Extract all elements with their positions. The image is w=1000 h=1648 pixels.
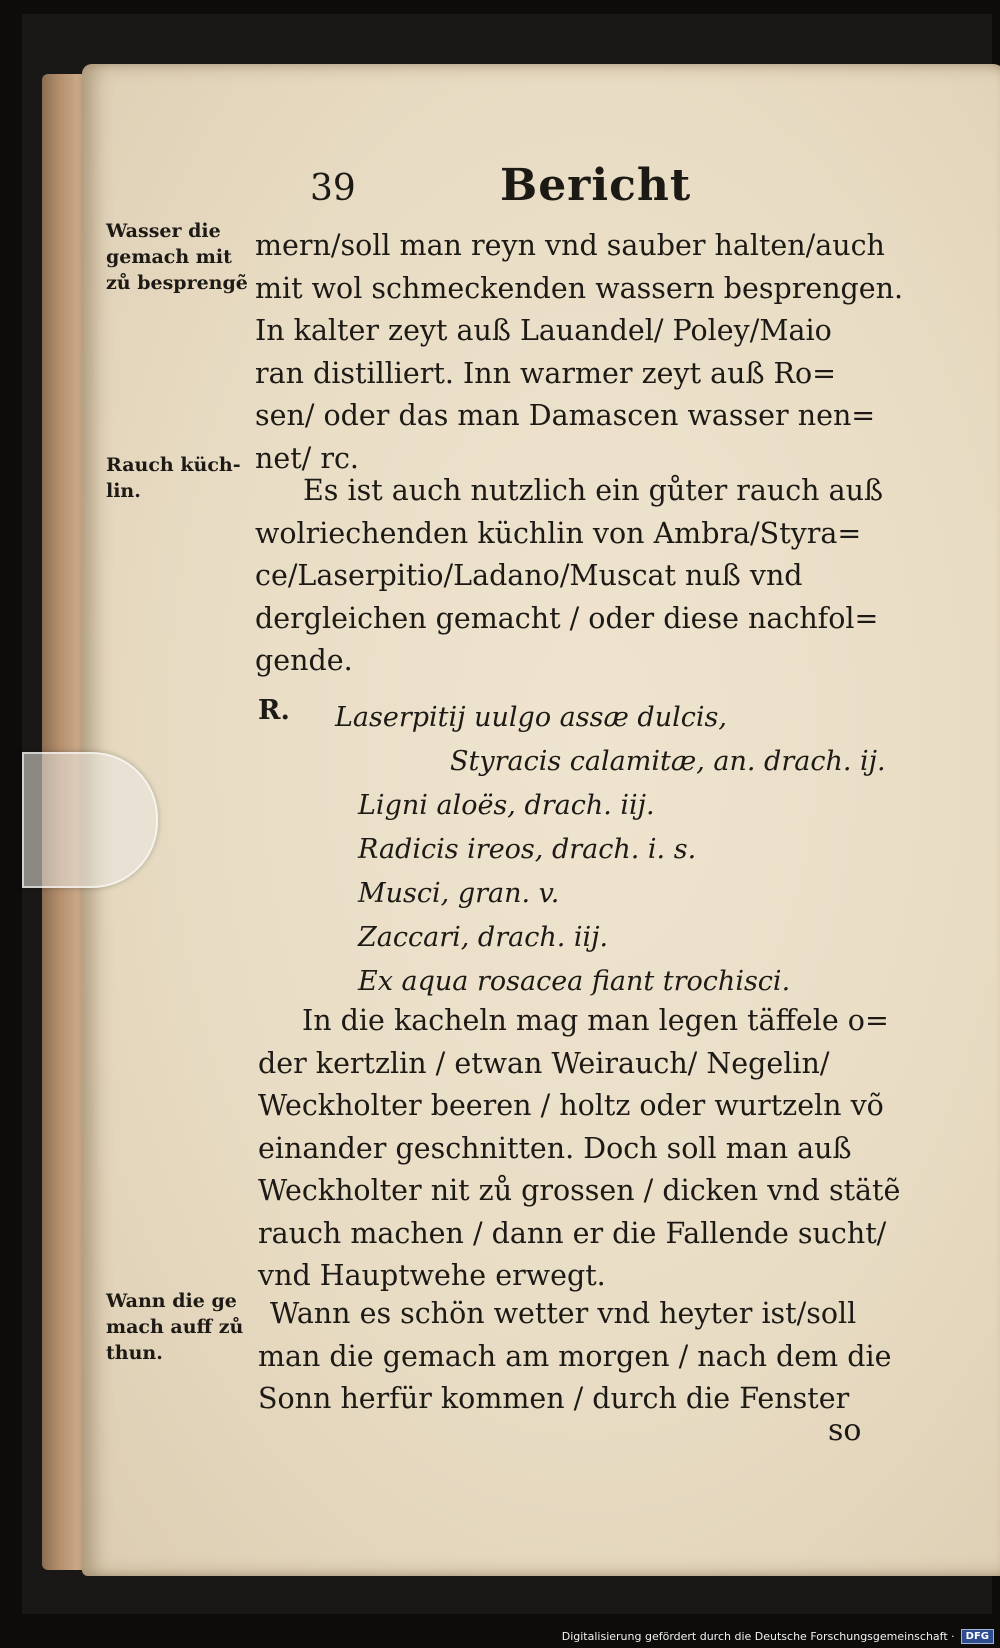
recipe-line: Ex aqua rosacea fiant trochisci.: [358, 966, 791, 997]
text-line: einander geschnitten. Doch soll man auß: [258, 1131, 852, 1165]
recipe-mark: R.: [258, 695, 290, 726]
text-line: vnd Hauptwehe erwegt.: [258, 1259, 606, 1292]
recipe-line: Zaccari, drach. iij.: [358, 922, 609, 953]
text-line: sen/ oder das man Damascen wasser nen=: [255, 399, 876, 432]
text-line: der kertzlin / etwan Weirauch/ Negelin/: [258, 1046, 830, 1080]
text-line: Weckholter beeren / holtz oder wurtzeln võ: [258, 1089, 884, 1122]
marginal-note-2: [106, 452, 256, 504]
recipe-line: Musci, gran. v.: [358, 878, 560, 909]
marginal-note-line: zů besprengẽ: [106, 272, 248, 294]
marginal-note-line: Wann die ge: [106, 1290, 237, 1312]
paragraph-1: [255, 225, 920, 480]
page-number: 39: [310, 168, 356, 209]
text-line: net/ rc.: [255, 441, 359, 475]
recipe-line: Styracis calamitæ, an. drach. ij.: [450, 746, 886, 777]
marginal-note-line: lin.: [106, 480, 141, 502]
marginal-note-line: mach auff zů: [106, 1316, 244, 1338]
marginal-note-3: [106, 1288, 256, 1366]
paragraph-3: [258, 1000, 923, 1298]
text-line: mern/soll man reyn vnd sauber halten/auch: [255, 229, 885, 262]
text-line: wolriechenden küchlin von Ambra/Styra=: [255, 516, 862, 550]
marginal-note-line: Rauch küch-: [106, 454, 241, 476]
catchword: so: [828, 1413, 862, 1448]
text-line: In die kacheln mag man legen täffele o=: [302, 1004, 889, 1037]
text-line: Wann es schön wetter vnd heyter ist/soll: [270, 1297, 857, 1330]
running-head: Bericht: [500, 160, 692, 211]
text-line: dergleichen gemacht / oder diese nachfol=: [255, 601, 879, 635]
text-line: gende.: [255, 644, 353, 677]
text-line: rauch machen / dann er die Fallende sucht/: [258, 1216, 887, 1250]
paragraph-4: [258, 1293, 923, 1421]
text-line: Weckholter nit zů grossen / dicken vnd stätẽ: [258, 1174, 901, 1207]
marginal-note-1: [106, 218, 256, 296]
recipe-line: Radicis ireos, drach. i. s.: [358, 834, 697, 865]
text-line: ce/Laserpitio/Ladano/Muscat nuß vnd: [255, 559, 803, 592]
text-line: man die gemach am morgen / nach dem die: [258, 1339, 892, 1373]
text-line: Sonn herfür kommen / durch die Fenster: [258, 1382, 850, 1415]
recipe-line: Laserpitij uulgo assæ dulcis,: [335, 702, 727, 733]
footer-credit: [562, 1626, 994, 1646]
paragraph-2: [255, 470, 920, 683]
marginal-note-line: Wasser die: [106, 220, 221, 242]
marginal-note-line: gemach mit: [106, 246, 232, 268]
marginal-note-line: thun.: [106, 1342, 163, 1364]
text-line: mit wol schmeckenden wassern besprengen.: [255, 271, 904, 305]
glass-page-weight: [22, 752, 158, 888]
footer-text: Digitalisierung gefördert durch die Deutsche Forschungsgemeinschaft ·: [561, 1629, 955, 1643]
text-line: In kalter zeyt auß Lauandel/ Poley/Maio: [255, 314, 832, 347]
dfg-logo: DFG: [961, 1629, 994, 1644]
text-line: Es ist auch nutzlich ein gůter rauch auß: [303, 474, 883, 507]
recipe-line: Ligni aloës, drach. iij.: [358, 790, 655, 821]
text-line: ran distilliert. Inn warmer zeyt auß Ro=: [255, 356, 837, 390]
